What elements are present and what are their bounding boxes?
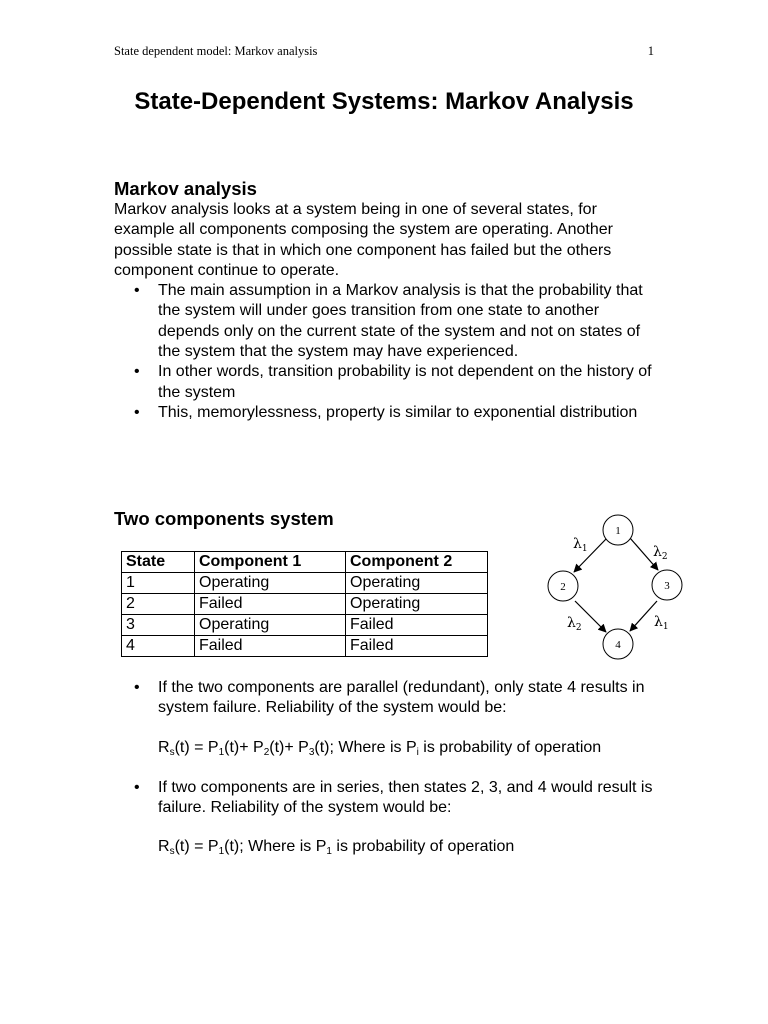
state-node-3 — [652, 570, 682, 600]
table-cell: 2 — [122, 594, 195, 615]
column-header: State — [122, 552, 195, 573]
table-cell: 1 — [122, 573, 195, 594]
table-cell: Operating — [195, 615, 346, 636]
node-label: 2 — [560, 581, 566, 593]
section-two-components — [114, 508, 334, 530]
column-header: Component 2 — [346, 552, 488, 573]
section-reliability — [114, 678, 674, 878]
edge-label-2-4: $\lambda_2$ — [567, 615, 582, 633]
section-body: Markov analysis looks at a system being in one of several states, for example all components composing the system are operating. Another possible state is that in which one component has failed but the others component continue to operate. — [114, 201, 613, 279]
edge-label-1-2: $\lambda_1$ — [573, 536, 588, 554]
table-cell: Failed — [195, 636, 346, 657]
state-node-2 — [548, 571, 578, 601]
bullet-list — [114, 678, 674, 719]
table-row — [122, 573, 488, 594]
table-row — [122, 636, 488, 657]
node-label: 1 — [615, 525, 621, 537]
running-title: State dependent model: Markov analysis — [114, 44, 318, 58]
section-heading: Two components system — [114, 508, 334, 529]
list-item: • If two components are in series, then states 2, 3, and 4 would result is failure. Reliability of the system would be: — [114, 778, 674, 819]
page-number: 1 — [647, 44, 654, 58]
edge-3-to-4 — [630, 601, 657, 631]
list-item: • In other words, transition probability is not dependent on the history of the system — [114, 362, 654, 403]
node-label: 3 — [664, 580, 670, 592]
node-label: 4 — [615, 639, 621, 651]
state-node-1 — [603, 515, 633, 545]
table-cell: Failed — [346, 615, 488, 636]
bullet-list — [114, 281, 654, 423]
states-table — [121, 551, 488, 657]
list-item: • If the two components are parallel (redundant), only state 4 results in system failure. Reliability of the system would be: — [114, 678, 674, 719]
markov-state-diagram — [536, 510, 696, 660]
state-node-4 — [603, 629, 633, 659]
table-cell: Failed — [195, 594, 346, 615]
table-cell: Operating — [346, 594, 488, 615]
table-cell: Operating — [346, 573, 488, 594]
page-title: State-Dependent Systems: Markov Analysis — [134, 88, 634, 115]
table-cell: Failed — [346, 636, 488, 657]
table-header-row — [122, 552, 488, 573]
series-reliability-formula: $R_s(t) = P_1(t)$; Where is $P_1$ is probability of operation — [158, 838, 515, 858]
edge-label-3-4: $\lambda_1$ — [654, 614, 669, 632]
edge-label-1-3: $\lambda_2$ — [653, 544, 668, 562]
table-cell: 4 — [122, 636, 195, 657]
section-markov-analysis — [114, 178, 654, 423]
column-header: Component 1 — [195, 552, 346, 573]
list-item: • The main assumption in a Markov analysis is that the probability that the system will under goes transition from one state to another depends only on the current state of the system and not on states of the system that the system may have experienced. — [114, 281, 654, 362]
table-cell: 3 — [122, 615, 195, 636]
section-heading: Markov analysis — [114, 178, 257, 199]
table-row — [122, 615, 488, 636]
list-item: • This, memorylessness, property is similar to exponential distribution — [114, 403, 654, 423]
table-row — [122, 594, 488, 615]
table-cell: Operating — [195, 573, 346, 594]
parallel-reliability-formula: $R_s(t) = P_1(t)+ P_2(t)+ P_3(t)$; Where is $P_i$ is probability of operation — [158, 738, 602, 758]
bullet-list — [114, 778, 674, 819]
running-header — [114, 44, 654, 59]
